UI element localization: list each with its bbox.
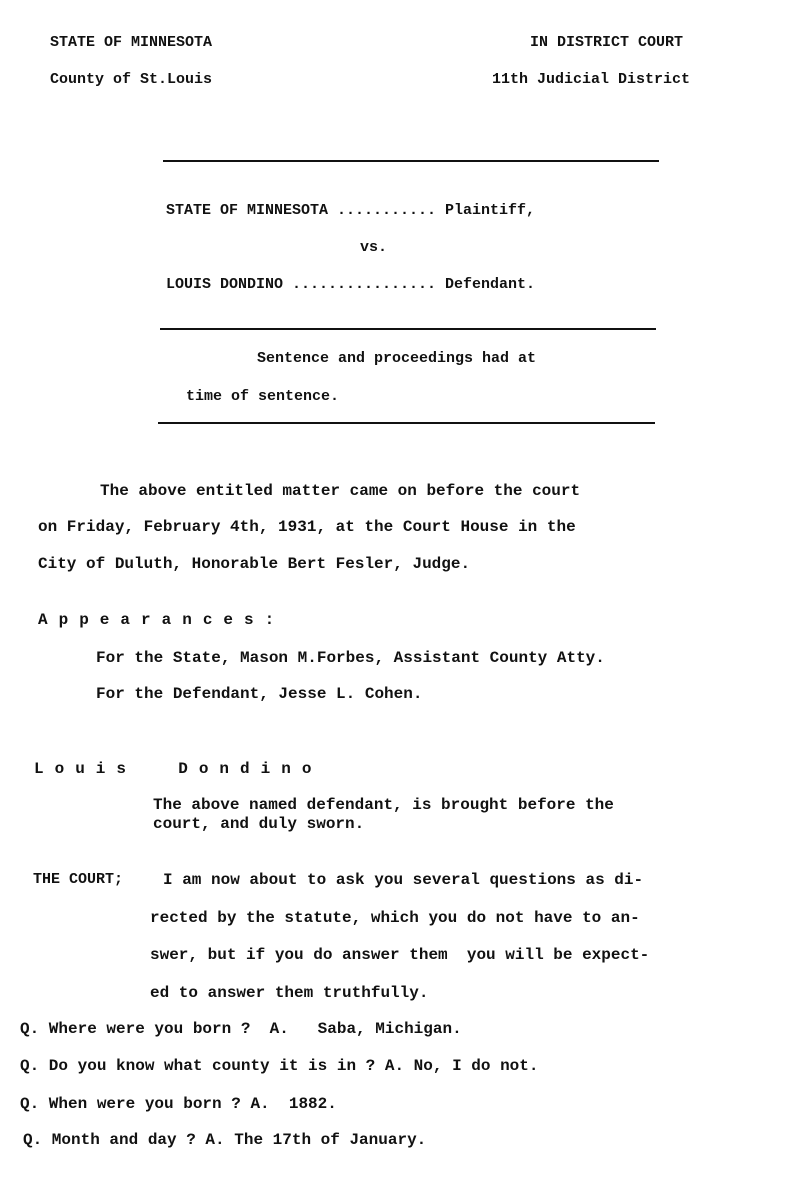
court-line-3: swer, but if you do answer them you will be expect- (150, 946, 650, 964)
qa-line: Q. Where were you born ? A. Saba, Michigan. (20, 1020, 462, 1038)
intro-line-2: on Friday, February 4th, 1931, at the Court House in the (38, 518, 576, 536)
defendant-line-2: court, and duly sworn. (153, 815, 365, 833)
court-line-2: rected by the statute, which you do not have to an- (150, 909, 640, 927)
appearance-defendant: For the Defendant, Jesse L. Cohen. (96, 685, 423, 703)
defendant-line-1: The above named defendant, is brought before the (153, 796, 614, 814)
qa-line: Q. When were you born ? A. 1882. (20, 1095, 337, 1113)
defendant-name-heading: Louis Dondino (34, 760, 323, 778)
header-state: STATE OF MINNESOTA (50, 34, 213, 51)
appearances-heading: Appearances: (38, 611, 286, 629)
caption-defendant: LOUIS DONDINO ................ Defendant. (166, 276, 536, 293)
qa-line: Q. Do you know what county it is in ? A. No, I do not. (20, 1057, 539, 1075)
header-district: 11th Judicial District (492, 71, 691, 88)
intro-line-3: City of Duluth, Honorable Bert Fesler, Judge. (38, 555, 471, 573)
header-county: County of St.Louis (50, 71, 213, 88)
court-speaker: THE COURT; (33, 871, 124, 888)
appearance-state: For the State, Mason M.Forbes, Assistant County Atty. (96, 649, 605, 667)
caption-description-1: Sentence and proceedings had at (257, 350, 537, 367)
caption-versus: vs. (360, 239, 388, 256)
caption-middle-rule (160, 328, 656, 330)
qa-line: Q. Month and day ? A. The 17th of January. (23, 1131, 427, 1149)
court-line-1: I am now about to ask you several questions as di- (163, 871, 644, 889)
caption-description-2: time of sentence. (186, 388, 340, 405)
caption-plaintiff: STATE OF MINNESOTA ........... Plaintiff, (166, 202, 536, 219)
header-court: IN DISTRICT COURT (530, 34, 684, 51)
intro-line-1: The above entitled matter came on before the court (100, 482, 581, 500)
court-line-4: ed to answer them truthfully. (150, 984, 429, 1002)
caption-top-rule (163, 160, 659, 162)
caption-bottom-rule (158, 422, 655, 424)
